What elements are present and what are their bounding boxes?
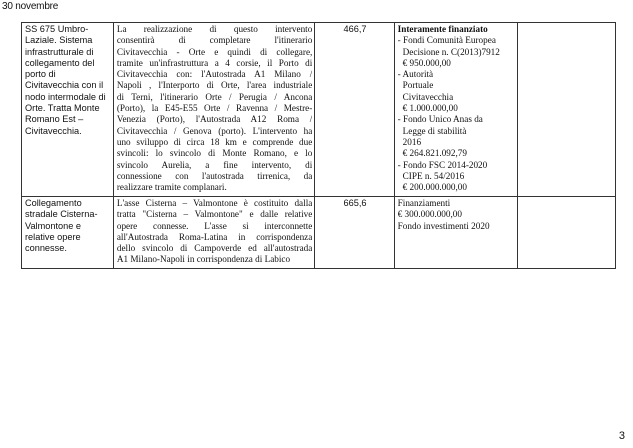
funding-line: € 950.000,00: [402, 57, 451, 68]
project-name-line: SS 675 Umbro-: [25, 24, 89, 34]
funding-line: Legge di stabilità: [402, 125, 467, 136]
funding-title: Interamente finanziato: [397, 24, 488, 34]
funding-line: Finanziamenti: [397, 198, 451, 208]
description-cell: [113, 197, 314, 269]
funding-line: - Fondi Comunità Europea: [397, 35, 496, 46]
project-name-line: connesse.: [25, 243, 67, 254]
amount-value: 466,7: [343, 24, 367, 34]
description-line: La realizzazione di questo intervento: [116, 24, 313, 34]
funding-line: € 200.000.000,00: [402, 182, 467, 193]
description-line: Civitavecchia - Orte e quindi di collegare,: [116, 46, 313, 57]
funding-cell: [394, 197, 517, 269]
project-name-line: Civitavecchia.: [25, 125, 82, 136]
project-name-line: Valmontone e: [25, 220, 82, 231]
project-name-line: relative opere: [25, 231, 81, 242]
table-row: [22, 197, 616, 269]
description-line: tratta "Cisterna – Valmontone" e dalle relative: [116, 209, 313, 220]
project-name-line: infrastrutturale di: [25, 46, 94, 57]
description-line: svincoli: lo svincolo di Monte Romano, e lo: [116, 148, 313, 159]
project-name-line: Laziale. Sistema: [25, 35, 93, 46]
description-line: Venezia (Porto), l'Autostrada A12 Roma /: [116, 114, 313, 125]
description-line: (Porto), la E45-E55 Orte / Ravenna / Mestre-: [116, 103, 313, 114]
amount-cell: [315, 197, 394, 269]
description-line: opere connesse. L'asse si interconnette: [116, 220, 313, 231]
funding-line: € 1.000.000,00: [402, 103, 458, 114]
funding-line: 2016: [402, 136, 422, 147]
description-line: tramite un'infrastruttura a 4 corsie, il Porto di: [116, 57, 313, 68]
project-name-cell: [22, 197, 114, 269]
notes-cell: [517, 23, 615, 197]
description-line: Napoli , l'Interporto di Orte, l'area industriale: [116, 80, 313, 91]
description-line: realizzare tramite complanari.: [116, 182, 227, 193]
projects-table: [21, 22, 616, 269]
description-line: Civitavecchia / Genova (porto). L'intervento ha: [116, 125, 313, 136]
funding-line: Civitavecchia: [402, 91, 454, 102]
funding-line: Decisione n. C(2013)7912: [402, 46, 500, 57]
amount-value: 665,6: [343, 198, 367, 208]
project-name-line: porto di: [25, 69, 56, 80]
funding-line: Portuale: [402, 80, 434, 91]
description-line: svincolo Aurelia, a fine intervento, di: [116, 159, 313, 170]
notes-cell: [517, 197, 615, 269]
project-name-cell: [22, 23, 114, 197]
funding-line: - Fondo Unico Anas da: [397, 114, 483, 125]
funding-line: - Fondo FSC 2014-2020: [397, 159, 488, 170]
page-number: 3: [618, 430, 625, 442]
funding-line: Fondo investimenti 2020: [397, 220, 490, 231]
project-name-line: Romano Est –: [25, 114, 84, 125]
funding-line: CIPE n. 54/2016: [402, 170, 465, 181]
funding-line: € 300.000.000,00: [397, 209, 462, 220]
project-name-line: Collegamento: [25, 198, 82, 208]
description-cell: [113, 23, 314, 197]
funding-line: - Autorità: [397, 69, 434, 80]
description-line: A1 Milano-Napoli in corrispondenza di Labico: [116, 254, 291, 265]
table-row: [22, 23, 616, 197]
description-line: di Terni, l'itinerario Orte / Perugia / Ancona: [116, 91, 313, 102]
funding-line: € 264.821.092,79: [402, 148, 467, 159]
project-name-line: Orte. Tratta Monte: [25, 103, 100, 114]
description-line: uno sviluppo di circa 18 km e comprende due: [116, 136, 313, 147]
project-name-line: Civitavecchia con il: [25, 80, 104, 91]
description-line: L'asse Cisterna – Valmontone è costituito dalla: [116, 198, 313, 208]
project-name-line: stradale Cisterna-: [25, 209, 98, 220]
description-line: all'Autostrada Roma-Latina in corrispondenza: [116, 231, 313, 242]
description-line: Civitavecchia con: l'Autostrada A1 Milano /: [116, 69, 313, 80]
project-name-line: collegamento del: [25, 57, 95, 68]
funding-cell: [394, 23, 517, 197]
project-name-line: nodo intermodale di: [25, 91, 106, 102]
description-line: dello svincolo di Campoverde ed all'autostrada: [116, 243, 313, 254]
page-date: 30 novembre: [2, 1, 59, 12]
description-line: consentirà di completare l'itinerario: [116, 35, 313, 46]
amount-cell: [315, 23, 394, 197]
description-line: connessione con l'autostrada tirrenica, da: [116, 170, 313, 181]
